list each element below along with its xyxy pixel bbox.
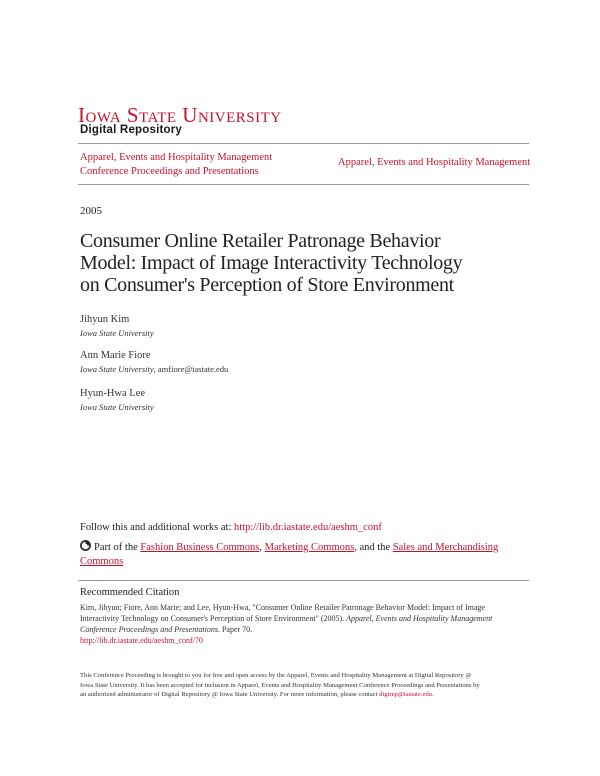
university-name: Iowa State University (78, 103, 282, 127)
footer-line-3 (80, 690, 530, 700)
recommended-citation-heading: Recommended Citation (80, 587, 180, 598)
series-divider (78, 184, 529, 185)
citation-url-link[interactable]: http://lib.dr.iastate.edu/aeshm_conf/70 (80, 636, 203, 645)
citation-line-3 (80, 624, 530, 635)
author-2-email[interactable]: amfiore@iastate.edu (157, 364, 229, 374)
citation-divider (78, 580, 529, 581)
marketing-commons-link[interactable]: Marketing Commons (264, 542, 355, 553)
title-line-1: Consumer Online Retailer Patronage Behavior (80, 230, 441, 252)
part-of-prefix: Part of the (94, 542, 141, 553)
citation-line-3b: . Paper 70. (217, 625, 253, 634)
citation-line-3a: Conference Proceedings and Presentations (80, 625, 218, 634)
title-line-2: Model: Impact of Image Interactivity Technology (80, 252, 463, 274)
footer-line-2: Iowa State University. It has been accepted for inclusion in Apparel, Events and Hospitality Management Conference Proceedings and Presentations by (80, 681, 480, 689)
follow-text: Follow this and additional works at: (80, 522, 234, 533)
repository-url-link[interactable]: http://lib.dr.iastate.edu/aeshm_conf (234, 522, 382, 533)
series-link-right[interactable] (338, 156, 538, 170)
citation-line-2b: Apparel, Events and Hospitality Management (346, 614, 493, 623)
footer-end: . (431, 691, 434, 698)
recommended-citation-text (80, 602, 530, 646)
follow-line (80, 522, 540, 533)
sales-merchandising-commons-link[interactable]: Sales and Merchandising (392, 542, 499, 553)
author-3-name: Hyun-Hwa Lee (80, 388, 146, 399)
author-1-affiliation: Iowa State University (80, 328, 154, 338)
author-2-affiliation-text: Iowa State University (80, 364, 154, 374)
author-3-affiliation: Iowa State University (80, 402, 154, 412)
page-title (80, 230, 540, 296)
footer-notice (80, 671, 530, 700)
series-link-line1[interactable]: Apparel, Events and Hospitality Management (80, 152, 273, 163)
author-2-affiliation (80, 364, 228, 374)
sales-merchandising-commons-link-cont[interactable]: Commons (80, 556, 124, 567)
citation-line-2a: Interactivity Technology on Consumer's Perception of Store Environment" (2005). (80, 614, 347, 623)
fashion-business-commons-link[interactable]: Fashion Business Commons (140, 542, 260, 553)
citation-line-4 (80, 635, 530, 646)
part-of-sep1: , (259, 542, 265, 553)
footer-line-3-text: an authorized administrator of Digital Repository @ Iowa State University. For more information, please contact (80, 691, 380, 698)
footer-line-1: This Conference Proceeding is brought to you for free and open access by the Apparel, Events and Hospitality Management at Digital Repository @ (80, 672, 472, 679)
citation-line-1: Kim, Jihyun; Fiore, Ann Marie; and Lee, Hyun-Hwa, "Consumer Online Retailer Patronage Behavior Model: Impact of Image (80, 603, 485, 612)
author-1-name: Jihyun Kim (80, 314, 130, 325)
series-link-left[interactable] (80, 151, 320, 179)
author-2-separator: , (153, 364, 158, 374)
open-access-icon (80, 540, 91, 551)
title-line-3: on Consumer's Perception of Store Environment (80, 274, 454, 296)
top-divider (78, 143, 529, 144)
part-of-commons (80, 540, 540, 569)
repository-name: Digital Repository (80, 124, 183, 136)
series-link-line2[interactable]: Conference Proceedings and Presentations (80, 166, 259, 177)
publication-year: 2005 (80, 205, 102, 217)
series-link-right-text[interactable]: Apparel, Events and Hospitality Management (338, 157, 531, 168)
contact-email-link[interactable]: digirep@iastate.edu (379, 691, 432, 698)
citation-line-2 (80, 613, 530, 624)
author-2-name: Ann Marie Fiore (80, 350, 151, 361)
part-of-sep2: , and the (354, 542, 393, 553)
